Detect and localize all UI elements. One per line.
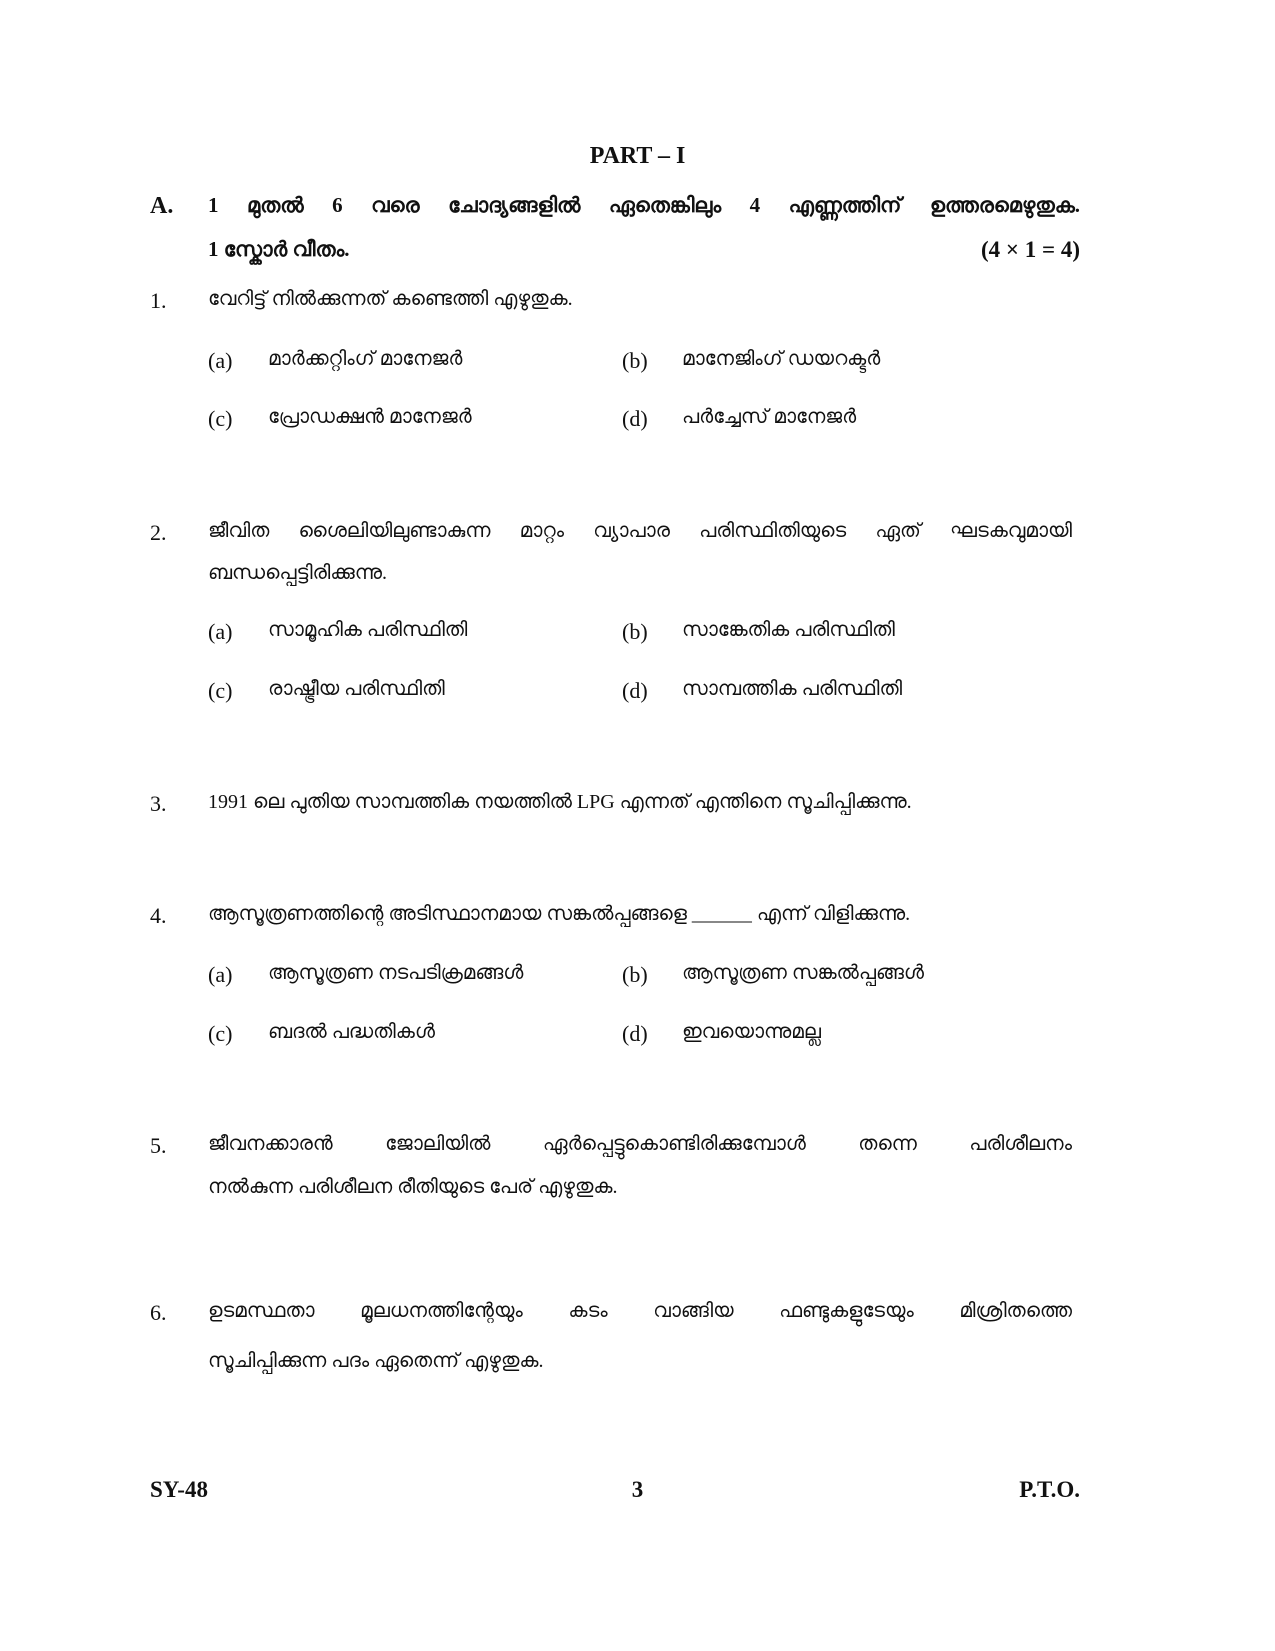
option-text: മാനേജിംഗ് ഡയറക്ടർ — [682, 348, 881, 370]
option-label: (b) — [622, 619, 648, 644]
paper-code: SY-48 — [150, 1477, 208, 1502]
option-label: (c) — [208, 678, 233, 703]
option-label: (c) — [208, 1021, 233, 1046]
page-number: 3 — [631, 1477, 644, 1502]
part-title: PART – I — [589, 143, 686, 169]
question-number: 5. — [150, 1133, 167, 1158]
question-number: 2. — [150, 520, 167, 545]
section-letter: A. — [150, 193, 174, 219]
option-label: (d) — [622, 1021, 648, 1046]
option-text: ബദൽ പദ്ധതികൾ — [268, 1021, 435, 1043]
section-marks: (4 × 1 = 4) — [980, 237, 1080, 262]
question-number: 6. — [150, 1300, 167, 1325]
question-text: 1991 ലെ പുതിയ സാമ്പത്തിക നയത്തിൽ LPG എന്നത് എന്തിനെ സൂചിപ്പിക്കുന്നു. — [208, 791, 912, 813]
option-label: (b) — [622, 348, 648, 373]
option-label: (c) — [208, 406, 233, 431]
question-text: ജീവനക്കാരൻ ജോലിയിൽ ഏർപ്പെട്ടുകൊണ്ടിരിക്കുമ്പോൾ തന്നെ പരിശീലനം — [208, 1133, 1072, 1155]
section-instruction: 1 മുതൽ 6 വരെ ചോദ്യങ്ങളിൽ ഏതെങ്കിലും 4 എണ്ണത്തിന് ഉത്തരമെഴുതുക. — [208, 193, 1080, 217]
option-label: (a) — [208, 619, 233, 644]
pto-note: P.T.O. — [1019, 1477, 1080, 1502]
option-text: ആസൂത്രണ സങ്കൽപ്പങ്ങൾ — [682, 962, 924, 984]
option-label: (d) — [622, 678, 648, 703]
question-number: 3. — [150, 791, 167, 816]
option-text: ആസൂത്രണ നടപടിക്രമങ്ങൾ — [268, 962, 524, 984]
question-text: ഉടമസ്ഥതാ മൂലധനത്തിന്റേയും കടം വാങ്ങിയ ഫണ്ടുകളുടേയും മിശ്രിതത്തെ — [208, 1300, 1072, 1322]
question-text: ജീവിത ശൈലിയിലുണ്ടാകുന്ന മാറ്റം വ്യാപാര പരിസ്ഥിതിയുടെ ഏത് ഘടകവുമായി — [208, 520, 1072, 542]
option-text: പർച്ചേസ് മാനേജർ — [682, 406, 857, 428]
question-text-continued: നൽകുന്ന പരിശീലന രീതിയുടെ പേര് എഴുതുക. — [208, 1176, 618, 1198]
option-text: സാമ്പത്തിക പരിസ്ഥിതി — [682, 678, 903, 700]
question-number: 1. — [150, 288, 167, 313]
option-text: സാമൂഹിക പരിസ്ഥിതി — [268, 619, 468, 641]
option-label: (d) — [622, 406, 648, 431]
option-text: സാങ്കേതിക പരിസ്ഥിതി — [682, 619, 895, 641]
option-label: (a) — [208, 348, 233, 373]
option-label: (b) — [622, 962, 648, 987]
option-label: (a) — [208, 962, 233, 987]
question-text: വേറിട്ട് നിൽക്കുന്നത് കണ്ടെത്തി എഴുതുക. — [208, 288, 573, 310]
option-text: പ്രോഡക്ഷൻ മാനേജർ — [268, 406, 472, 428]
question-number: 4. — [150, 903, 167, 928]
option-text: മാർക്കറ്റിംഗ് മാനേജർ — [268, 348, 463, 370]
section-score-note: 1 സ്കോർ വീതം. — [208, 237, 350, 261]
option-text: ഇവയൊന്നുമല്ല — [682, 1021, 821, 1043]
question-text: ആസൂത്രണത്തിന്റെ അടിസ്ഥാനമായ സങ്കൽപ്പങ്ങളെ ______ എന്ന് വിളിക്കുന്നു. — [208, 903, 911, 925]
question-text-continued: ബന്ധപ്പെട്ടിരിക്കുന്നു. — [208, 562, 387, 584]
question-text-continued: സൂചിപ്പിക്കുന്ന പദം ഏതെന്ന് എഴുതുക. — [208, 1350, 544, 1372]
option-text: രാഷ്ട്രീയ പരിസ്ഥിതി — [268, 678, 445, 700]
